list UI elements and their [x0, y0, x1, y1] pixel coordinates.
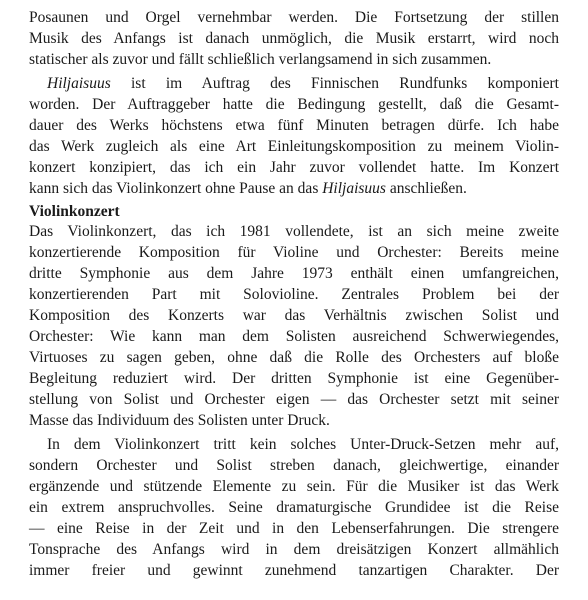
- text-line: In dem Violinkonzert tritt kein solches Unter-Druck-Setzen mehr auf,: [47, 436, 559, 453]
- text-line: immer freier und gewinnt zunehmend tanzartigen Charakter. Der: [29, 562, 559, 579]
- text-line: Begleitung reduziert wird. Der dritten Symphonie ist eine Gegenüber-: [29, 370, 559, 387]
- text-line: konzertierenden Part mit Solovioline. Zentrales Problem bei der: [29, 286, 559, 303]
- text-span: kann sich das Violinkonzert ohne Pause an das: [29, 180, 323, 197]
- text-line: [47, 74, 559, 95]
- work-title-italic: Hiljaisuus: [322, 180, 386, 197]
- text-span: ist im Auftrag des Finnischen Rundfunks komponiert: [110, 75, 559, 92]
- text-line: ein extrem anspruchvolles. Seine dramaturgische Grundidee ist die Reise: [29, 499, 559, 516]
- text-line: worden. Der Auftraggeber hatte die Bedingung gestellt, daß die Gesamt-: [29, 96, 559, 113]
- text-line: sondern Orchester und Solist streben danach, gleichwertige, einander: [29, 457, 559, 474]
- text-line: — eine Reise in der Zeit und in den Lebenserfahrungen. Die strengere: [29, 520, 559, 537]
- text-line: Komposition des Konzerts war das Verhältnis zwischen Solist und: [29, 307, 559, 324]
- text-line: konzertierende Komposition für Violine und Orchester: Bereits meine: [29, 244, 559, 261]
- text-line: dritte Symphonie aus dem Jahre 1973 enthält einen umfangreichen,: [29, 265, 559, 282]
- text-line: konzert konzipiert, das ich ein Jahr zuvor vollendet hatte. Im Konzert: [29, 159, 559, 176]
- text-line: das Werk zugleich als eine Art Einleitungskomposition zu meinem Violin-: [29, 138, 559, 155]
- text-line: [29, 179, 559, 200]
- text-line: dauer des Werks höchstens etwa fünf Minuten betragen dürfe. Ich habe: [29, 117, 559, 134]
- text-line: stellung von Solist und Orchester eigen — das Orchester setzt mit seiner: [29, 391, 559, 408]
- text-line: Musik des Anfangs ist danach unmöglich, die Musik erstarrt, wird noch: [29, 30, 559, 47]
- text-line: ergänzende und stützende Elemente zu sein. Für die Musiker ist das Werk: [29, 478, 559, 495]
- text-line: Posaunen und Orgel vernehmbar werden. Die Fortsetzung der stillen: [29, 9, 559, 26]
- text-line: Tonsprache des Anfangs wird in dem dreisätzigen Konzert allmählich: [29, 541, 559, 558]
- text-line: Masse das Individuum des Solisten unter Druck.: [29, 412, 330, 429]
- text-line: Das Violinkonzert, das ich 1981 vollendete, ist an sich meine zweite: [29, 223, 559, 240]
- text-span: anschließen.: [385, 180, 467, 197]
- text-line: Virtuoses zu sagen geben, ohne daß die Rolle des Orchesters auf bloße: [29, 349, 559, 366]
- section-heading: Violinkonzert: [29, 203, 120, 220]
- text-line: statischer als zuvor und fällt schließlich verlangsamend in sich zusammen.: [29, 51, 492, 68]
- text-line: Orchester: Wie kann man dem Solisten ausreichend Schwerwiegendes,: [29, 328, 559, 345]
- work-title-italic: Hiljaisuus: [47, 75, 111, 92]
